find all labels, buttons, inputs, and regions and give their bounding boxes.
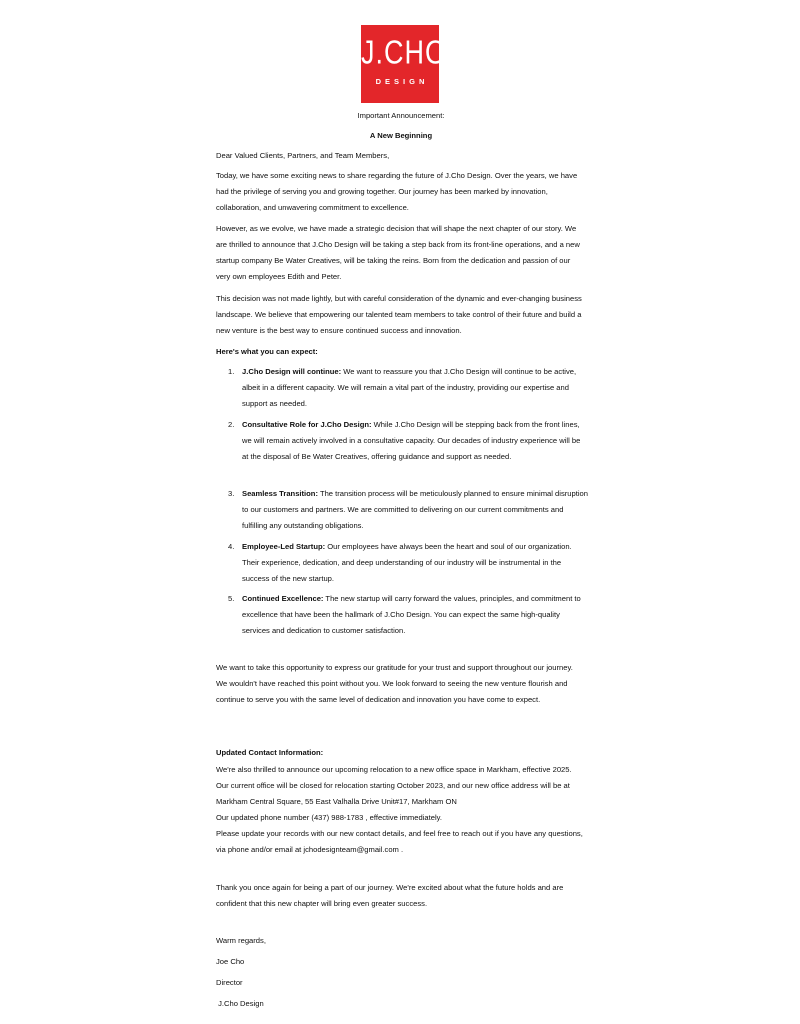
logo-subtitle: DESIGN — [375, 77, 429, 86]
relocation-text: We're also thrilled to announce our upcoming relocation to a new office space in Markham, effective 2025. Our current office will be closed for relocation starting October 2023, and our new office address will be at Markham Central Square, 55 East Valhalla Drive Unit#17, Markham ON — [216, 765, 572, 806]
list-number: 3. — [228, 489, 235, 498]
list-item — [228, 539, 588, 587]
signoff-name: Joe Cho — [216, 957, 245, 966]
list-item-text: We want to reassure you that J.Cho Design will continue to be active, albeit in a different capacity. We will remain a vital part of the industry, providing our expertise and support as needed. — [242, 367, 577, 408]
list-item-text: While J.Cho Design will be stepping back from the front lines, we will remain actively involved in a consultative capacity. Our decades of industry experience will be at the disposal of Be Water Creatives, offering guidance and support as needed. — [242, 420, 581, 461]
intro-paragraph: Today, we have some exciting news to share regarding the future of J.Cho Design. Over the years, we have had the privilege of serving you and growing together. Our journey has been marked by innovation, collaboration, and unwavering commitment to excellence. — [216, 171, 578, 212]
salutation: Dear Valued Clients, Partners, and Team Members, — [216, 151, 390, 160]
list-item-text: The transition process will be meticulously planned to ensure minimal disruption to our customers and partners. We are committed to delivering on our current commitments and fulfilling any outstanding obligations. — [242, 489, 588, 530]
announcement-title: A New Beginning — [369, 131, 433, 140]
expect-heading: Here's what you can expect: — [216, 347, 318, 356]
update-records-text: Please update your records with our new contact details, and feel free to reach out if you have any questions, via phone and/or email at jchodesignteam@gmail.com . — [216, 829, 583, 854]
signoff-regards: Warm regards, — [216, 936, 266, 945]
list-item-title: J.Cho Design will continue: — [242, 367, 342, 376]
signoff-company: J.Cho Design — [216, 999, 264, 1008]
closing-paragraph: Thank you once again for being a part of our journey. We're excited about what the future holds and are confident that this new chapter will bring even greater success. — [216, 883, 564, 908]
list-item-title: Seamless Transition: — [242, 489, 318, 498]
list-item-text: The new startup will carry forward the values, principles, and commitment to excellence that have been the hallmark of J.Cho Design. You can expect the same high-quality services and dedication to customer satisfaction. — [242, 594, 581, 635]
company-logo — [361, 25, 447, 103]
list-number: 5. — [228, 594, 235, 603]
list-number: 2. — [228, 420, 235, 429]
rationale-paragraph: This decision was not made lightly, but with careful consideration of the dynamic and ever-changing business landscape. We believe that empowering our talented team members to take control of their future and build a new venture is the best way to ensure continued success and innovation. — [216, 294, 582, 335]
list-number: 4. — [228, 542, 235, 551]
list-item — [228, 486, 588, 534]
signoff-role: Director — [216, 978, 243, 987]
logo-mark: J.CHO — [361, 33, 447, 71]
decision-paragraph: However, as we evolve, we have made a strategic decision that will shape the next chapter of our story. We are thrilled to announce that J.Cho Design will be taking a step back from its front-line operations, and a new startup company Be Water Creatives, will be taking the reins. Born from the dedication and passion of our very own employees Edith and Peter. — [216, 224, 580, 281]
list-item-title: Continued Excellence: — [242, 594, 324, 603]
list-item-title: Employee-Led Startup: — [242, 542, 326, 551]
list-item — [228, 591, 588, 639]
announcement-kicker: Important Announcement: — [357, 111, 445, 120]
gratitude-paragraph: We want to take this opportunity to express our gratitude for your trust and support throughout our journey. We wouldn't have reached this point without you. We look forward to seeing the new venture flourish and continue to serve you with the same level of dedication and innovation you have come to expect. — [216, 663, 573, 704]
list-item-text: Our employees have always been the heart and soul of our organization. Their experience, dedication, and deep understanding of our industry will be instrumental in the success of the new startup. — [242, 542, 572, 583]
list-item-title: Consultative Role for J.Cho Design: — [242, 420, 372, 429]
contact-heading: Updated Contact Information: — [216, 748, 324, 757]
list-item — [228, 364, 588, 412]
list-number: 1. — [228, 367, 235, 376]
list-item — [228, 417, 588, 465]
phone-text: Our updated phone number (437) 988-1783 , effective immediately. — [216, 813, 442, 822]
